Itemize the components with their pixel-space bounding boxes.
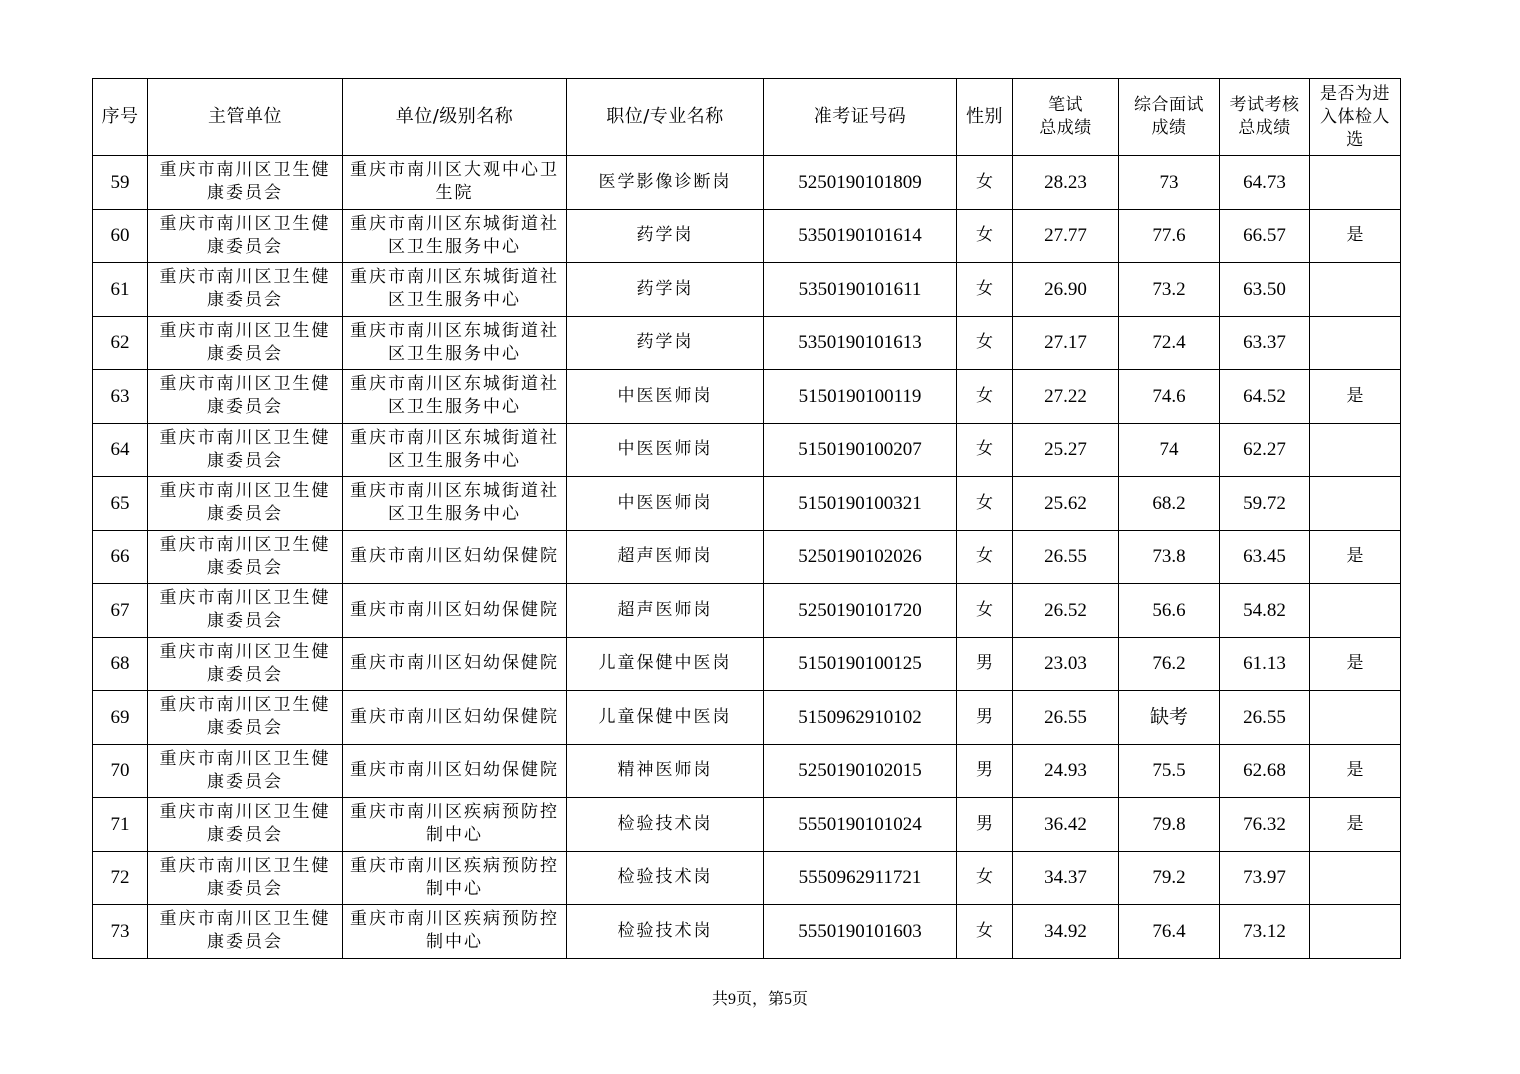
cell-selected xyxy=(1310,316,1401,370)
header-unit: 单位/级别名称 xyxy=(343,79,567,156)
cell-ticket: 5350190101611 xyxy=(764,263,957,317)
cell-authority: 重庆市南川区卫生健康委员会 xyxy=(148,370,343,424)
cell-selected: 是 xyxy=(1310,744,1401,798)
cell-seq: 65 xyxy=(93,477,148,531)
cell-written-score: 25.62 xyxy=(1013,477,1119,531)
table-row xyxy=(93,637,1401,691)
cell-total-score: 66.57 xyxy=(1220,209,1310,263)
table-row xyxy=(93,798,1401,852)
cell-interview-score: 73 xyxy=(1119,156,1220,210)
header-interview-score: 综合面试 成绩 xyxy=(1119,79,1220,156)
cell-seq: 59 xyxy=(93,156,148,210)
cell-seq: 62 xyxy=(93,316,148,370)
cell-authority: 重庆市南川区卫生健康委员会 xyxy=(148,156,343,210)
cell-interview-score: 77.6 xyxy=(1119,209,1220,263)
cell-total-score: 61.13 xyxy=(1220,637,1310,691)
cell-interview-score: 74 xyxy=(1119,423,1220,477)
table-row xyxy=(93,209,1401,263)
table-row xyxy=(93,905,1401,959)
cell-ticket: 5350190101614 xyxy=(764,209,957,263)
cell-gender: 女 xyxy=(957,851,1013,905)
cell-total-score: 63.37 xyxy=(1220,316,1310,370)
cell-written-score: 27.77 xyxy=(1013,209,1119,263)
cell-ticket: 5150190100125 xyxy=(764,637,957,691)
cell-total-score: 62.68 xyxy=(1220,744,1310,798)
cell-authority: 重庆市南川区卫生健康委员会 xyxy=(148,905,343,959)
cell-gender: 女 xyxy=(957,423,1013,477)
cell-gender: 女 xyxy=(957,584,1013,638)
cell-unit: 重庆市南川区妇幼保健院 xyxy=(343,637,567,691)
cell-written-score: 26.55 xyxy=(1013,530,1119,584)
cell-total-score: 54.82 xyxy=(1220,584,1310,638)
header-gender: 性别 xyxy=(957,79,1013,156)
cell-gender: 男 xyxy=(957,691,1013,745)
cell-seq: 73 xyxy=(93,905,148,959)
cell-selected xyxy=(1310,851,1401,905)
cell-ticket: 5350190101613 xyxy=(764,316,957,370)
cell-position: 超声医师岗 xyxy=(567,584,764,638)
cell-seq: 71 xyxy=(93,798,148,852)
cell-selected xyxy=(1310,905,1401,959)
cell-position: 中医医师岗 xyxy=(567,477,764,531)
cell-position: 超声医师岗 xyxy=(567,530,764,584)
cell-interview-score: 76.2 xyxy=(1119,637,1220,691)
results-table xyxy=(92,78,1401,959)
cell-seq: 72 xyxy=(93,851,148,905)
cell-total-score: 63.50 xyxy=(1220,263,1310,317)
cell-unit: 重庆市南川区东城街道社区卫生服务中心 xyxy=(343,209,567,263)
cell-gender: 女 xyxy=(957,477,1013,531)
cell-interview-score: 72.4 xyxy=(1119,316,1220,370)
cell-position: 检验技术岗 xyxy=(567,851,764,905)
cell-position: 药学岗 xyxy=(567,209,764,263)
cell-total-score: 73.97 xyxy=(1220,851,1310,905)
cell-written-score: 26.90 xyxy=(1013,263,1119,317)
table-row xyxy=(93,477,1401,531)
cell-ticket: 5250190102015 xyxy=(764,744,957,798)
cell-unit: 重庆市南川区大观中心卫生院 xyxy=(343,156,567,210)
cell-unit: 重庆市南川区东城街道社区卫生服务中心 xyxy=(343,263,567,317)
cell-gender: 男 xyxy=(957,637,1013,691)
cell-interview-score: 76.4 xyxy=(1119,905,1220,959)
cell-ticket: 5150190100207 xyxy=(764,423,957,477)
cell-selected xyxy=(1310,423,1401,477)
header-ticket: 准考证号码 xyxy=(764,79,957,156)
cell-position: 中医医师岗 xyxy=(567,370,764,424)
table-row xyxy=(93,423,1401,477)
cell-interview-score: 74.6 xyxy=(1119,370,1220,424)
cell-interview-score: 56.6 xyxy=(1119,584,1220,638)
cell-seq: 70 xyxy=(93,744,148,798)
cell-ticket: 5150962910102 xyxy=(764,691,957,745)
cell-position: 医学影像诊断岗 xyxy=(567,156,764,210)
cell-interview-score: 缺考 xyxy=(1119,691,1220,745)
cell-written-score: 34.92 xyxy=(1013,905,1119,959)
header-written-score: 笔试 总成绩 xyxy=(1013,79,1119,156)
cell-seq: 69 xyxy=(93,691,148,745)
cell-total-score: 64.52 xyxy=(1220,370,1310,424)
table-header-row xyxy=(93,79,1401,156)
cell-written-score: 26.52 xyxy=(1013,584,1119,638)
cell-position: 药学岗 xyxy=(567,263,764,317)
cell-unit: 重庆市南川区妇幼保健院 xyxy=(343,530,567,584)
cell-gender: 女 xyxy=(957,370,1013,424)
page-number: 共9页，第5页 xyxy=(711,991,808,1008)
cell-position: 精神医师岗 xyxy=(567,744,764,798)
cell-selected xyxy=(1310,691,1401,745)
cell-position: 儿童保健中医岗 xyxy=(567,637,764,691)
cell-authority: 重庆市南川区卫生健康委员会 xyxy=(148,637,343,691)
header-total-score: 考试考核 总成绩 xyxy=(1220,79,1310,156)
cell-gender: 男 xyxy=(957,744,1013,798)
cell-written-score: 27.17 xyxy=(1013,316,1119,370)
cell-written-score: 26.55 xyxy=(1013,691,1119,745)
cell-ticket: 5250190102026 xyxy=(764,530,957,584)
cell-ticket: 5550190101024 xyxy=(764,798,957,852)
cell-total-score: 59.72 xyxy=(1220,477,1310,531)
cell-gender: 女 xyxy=(957,316,1013,370)
header-seq: 序号 xyxy=(93,79,148,156)
cell-written-score: 36.42 xyxy=(1013,798,1119,852)
table-row xyxy=(93,530,1401,584)
cell-gender: 女 xyxy=(957,530,1013,584)
header-authority: 主管单位 xyxy=(148,79,343,156)
table-row xyxy=(93,156,1401,210)
cell-gender: 女 xyxy=(957,156,1013,210)
cell-seq: 63 xyxy=(93,370,148,424)
cell-gender: 女 xyxy=(957,209,1013,263)
cell-authority: 重庆市南川区卫生健康委员会 xyxy=(148,423,343,477)
cell-authority: 重庆市南川区卫生健康委员会 xyxy=(148,477,343,531)
cell-interview-score: 79.8 xyxy=(1119,798,1220,852)
header-position: 职位/专业名称 xyxy=(567,79,764,156)
table-row xyxy=(93,316,1401,370)
table-row xyxy=(93,744,1401,798)
cell-position: 检验技术岗 xyxy=(567,798,764,852)
cell-unit: 重庆市南川区妇幼保健院 xyxy=(343,691,567,745)
cell-seq: 61 xyxy=(93,263,148,317)
cell-authority: 重庆市南川区卫生健康委员会 xyxy=(148,316,343,370)
cell-gender: 女 xyxy=(957,263,1013,317)
cell-written-score: 28.23 xyxy=(1013,156,1119,210)
cell-written-score: 25.27 xyxy=(1013,423,1119,477)
cell-authority: 重庆市南川区卫生健康委员会 xyxy=(148,209,343,263)
cell-seq: 68 xyxy=(93,637,148,691)
cell-selected: 是 xyxy=(1310,798,1401,852)
header-selected: 是否为进入体检人选 xyxy=(1310,79,1401,156)
cell-total-score: 63.45 xyxy=(1220,530,1310,584)
table-row xyxy=(93,851,1401,905)
cell-authority: 重庆市南川区卫生健康委员会 xyxy=(148,263,343,317)
cell-selected: 是 xyxy=(1310,530,1401,584)
cell-ticket: 5150190100119 xyxy=(764,370,957,424)
cell-unit: 重庆市南川区疾病预防控制中心 xyxy=(343,851,567,905)
cell-selected xyxy=(1310,584,1401,638)
cell-written-score: 24.93 xyxy=(1013,744,1119,798)
cell-written-score: 27.22 xyxy=(1013,370,1119,424)
cell-interview-score: 73.8 xyxy=(1119,530,1220,584)
cell-unit: 重庆市南川区疾病预防控制中心 xyxy=(343,798,567,852)
cell-position: 儿童保健中医岗 xyxy=(567,691,764,745)
cell-selected: 是 xyxy=(1310,370,1401,424)
cell-authority: 重庆市南川区卫生健康委员会 xyxy=(148,798,343,852)
cell-seq: 67 xyxy=(93,584,148,638)
cell-unit: 重庆市南川区妇幼保健院 xyxy=(343,744,567,798)
cell-unit: 重庆市南川区妇幼保健院 xyxy=(343,584,567,638)
table-row xyxy=(93,584,1401,638)
cell-interview-score: 79.2 xyxy=(1119,851,1220,905)
cell-total-score: 76.32 xyxy=(1220,798,1310,852)
cell-total-score: 73.12 xyxy=(1220,905,1310,959)
cell-total-score: 26.55 xyxy=(1220,691,1310,745)
cell-ticket: 5250190101809 xyxy=(764,156,957,210)
cell-gender: 男 xyxy=(957,798,1013,852)
cell-position: 中医医师岗 xyxy=(567,423,764,477)
cell-selected: 是 xyxy=(1310,209,1401,263)
cell-authority: 重庆市南川区卫生健康委员会 xyxy=(148,744,343,798)
cell-position: 检验技术岗 xyxy=(567,905,764,959)
cell-ticket: 5550190101603 xyxy=(764,905,957,959)
cell-interview-score: 73.2 xyxy=(1119,263,1220,317)
cell-unit: 重庆市南川区东城街道社区卫生服务中心 xyxy=(343,423,567,477)
cell-total-score: 64.73 xyxy=(1220,156,1310,210)
cell-authority: 重庆市南川区卫生健康委员会 xyxy=(148,691,343,745)
table-row xyxy=(93,370,1401,424)
cell-written-score: 23.03 xyxy=(1013,637,1119,691)
cell-interview-score: 75.5 xyxy=(1119,744,1220,798)
cell-authority: 重庆市南川区卫生健康委员会 xyxy=(148,584,343,638)
cell-selected xyxy=(1310,156,1401,210)
cell-ticket: 5550962911721 xyxy=(764,851,957,905)
cell-authority: 重庆市南川区卫生健康委员会 xyxy=(148,530,343,584)
cell-position: 药学岗 xyxy=(567,316,764,370)
cell-unit: 重庆市南川区东城街道社区卫生服务中心 xyxy=(343,316,567,370)
cell-authority: 重庆市南川区卫生健康委员会 xyxy=(148,851,343,905)
cell-gender: 女 xyxy=(957,905,1013,959)
cell-unit: 重庆市南川区疾病预防控制中心 xyxy=(343,905,567,959)
cell-seq: 66 xyxy=(93,530,148,584)
table-body xyxy=(93,156,1401,959)
cell-written-score: 34.37 xyxy=(1013,851,1119,905)
cell-unit: 重庆市南川区东城街道社区卫生服务中心 xyxy=(343,370,567,424)
cell-total-score: 62.27 xyxy=(1220,423,1310,477)
cell-unit: 重庆市南川区东城街道社区卫生服务中心 xyxy=(343,477,567,531)
cell-seq: 64 xyxy=(93,423,148,477)
cell-selected xyxy=(1310,477,1401,531)
cell-selected xyxy=(1310,263,1401,317)
cell-seq: 60 xyxy=(93,209,148,263)
table-row xyxy=(93,691,1401,745)
cell-interview-score: 68.2 xyxy=(1119,477,1220,531)
cell-ticket: 5150190100321 xyxy=(764,477,957,531)
cell-selected: 是 xyxy=(1310,637,1401,691)
cell-ticket: 5250190101720 xyxy=(764,584,957,638)
table-row xyxy=(93,263,1401,317)
